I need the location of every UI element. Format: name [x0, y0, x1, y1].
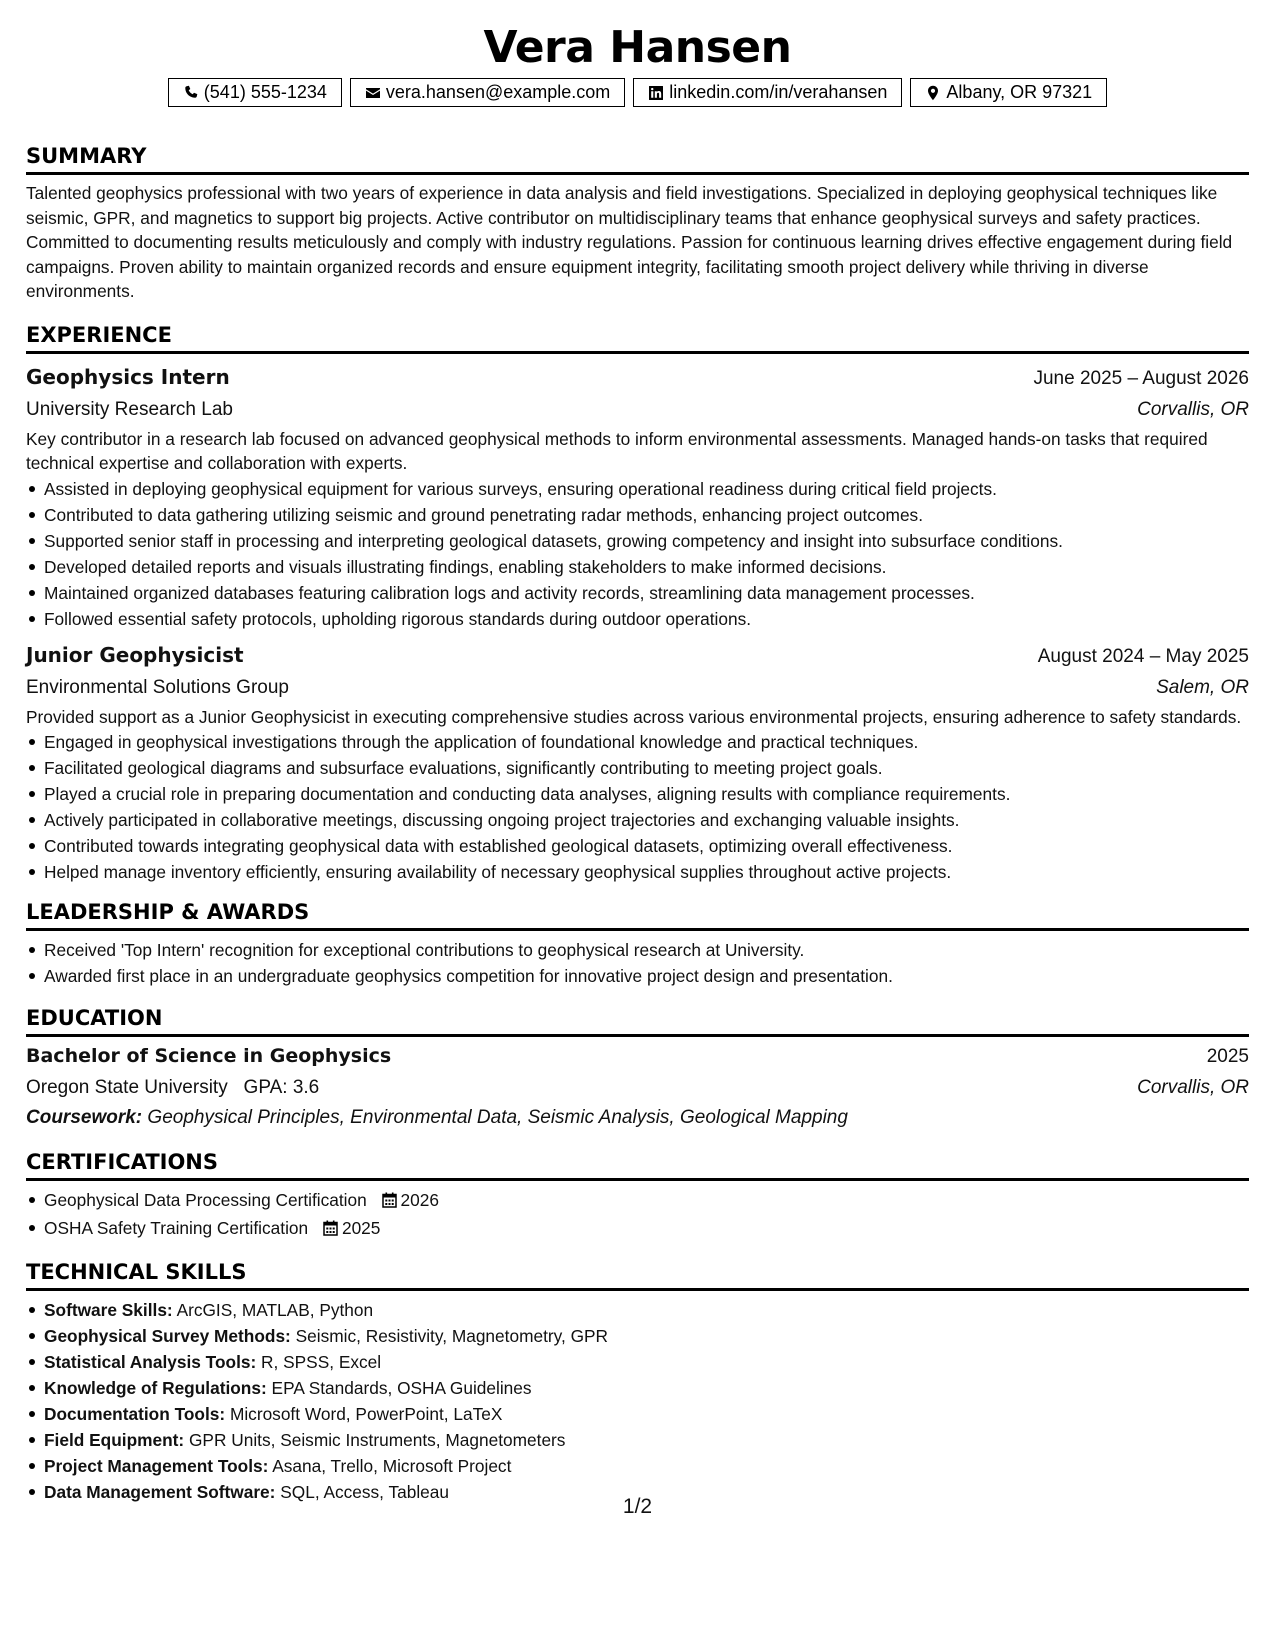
summary-section	[26, 143, 1249, 304]
job-entry	[26, 640, 1249, 886]
location-text: Albany, OR 97321	[946, 82, 1093, 102]
list-item: Assisted in deploying geophysical equipment for various surveys, ensuring operational readiness during critical field projects.	[44, 476, 1249, 502]
list-item: Developed detailed reports and visuals illustrating findings, enabling stakeholders to make informed decisions.	[44, 554, 1249, 580]
job-org: Environmental Solutions Group	[26, 676, 289, 698]
skill-label: Statistical Analysis Tools:	[44, 1352, 257, 1372]
job-title: Geophysics Intern	[26, 364, 230, 389]
contact-bar	[26, 78, 1249, 107]
certification-year: 2025	[341, 1218, 381, 1238]
skill-label: Software Skills:	[44, 1300, 173, 1320]
school-location: Corvallis, OR	[1137, 1077, 1249, 1098]
list-item	[44, 1349, 1249, 1375]
degree: Bachelor of Science in Geophysics	[26, 1045, 392, 1067]
leadership-section	[26, 899, 1249, 989]
contact-location	[910, 78, 1107, 107]
section-title: EXPERIENCE	[26, 322, 1249, 354]
graduation-year: 2025	[1206, 1046, 1249, 1067]
leadership-bullets	[26, 937, 1249, 989]
skill-value: Seismic, Resistivity, Magnetometry, GPR	[295, 1326, 609, 1346]
page-number: 1/2	[622, 1495, 653, 1518]
job-description: Provided support as a Junior Geophysicist in executing comprehensive studies across various environmental projects, ensuring adherence to safety standards.	[26, 706, 1242, 727]
list-item	[44, 1401, 1249, 1427]
job-location: Corvallis, OR	[1137, 398, 1249, 420]
list-item: Received 'Top Intern' recognition for exceptional contributions to geophysical research at University.	[44, 937, 1249, 963]
coursework	[26, 1103, 1249, 1133]
email-text: vera.hansen@example.com	[385, 82, 611, 102]
skill-value: GPR Units, Seismic Instruments, Magnetometers	[188, 1430, 566, 1450]
experience-section	[26, 322, 1249, 886]
list-item: Supported senior staff in processing and interpreting geological datasets, growing competency and insight into subsurface conditions.	[44, 528, 1249, 554]
phone-icon	[183, 85, 199, 101]
list-item: Played a crucial role in preparing documentation and conducting data analyses, aligning results with compliance requirements.	[44, 781, 1249, 807]
skills-section	[26, 1259, 1249, 1505]
list-item: Actively participated in collaborative meetings, discussing ongoing project trajectories and exchanging valuable insights.	[44, 807, 1249, 833]
job-bullets	[26, 729, 1249, 885]
gpa: GPA: 3.6	[243, 1077, 320, 1098]
list-item: Contributed to data gathering utilizing seismic and ground penetrating radar methods, enhancing project outcomes.	[44, 502, 1249, 528]
list-item: Contributed towards integrating geophysical data with established geological datasets, optimizing overall effectiveness.	[44, 833, 1249, 859]
job-location: Salem, OR	[1156, 676, 1249, 698]
job-entry	[26, 362, 1249, 632]
list-item: Awarded first place in an undergraduate geophysics competition for innovative project design and presentation.	[44, 963, 1249, 989]
section-title: SUMMARY	[26, 143, 1249, 175]
coursework-list: Geophysical Principles, Environmental Data, Seismic Analysis, Geological Mapping	[147, 1107, 848, 1128]
map-marker-icon	[925, 85, 941, 101]
list-item	[44, 1453, 1249, 1479]
list-item: Facilitated geological diagrams and subsurface evaluations, significantly contributing to meeting project goals.	[44, 755, 1249, 781]
job-dates: June 2025 – August 2026	[1033, 367, 1249, 389]
contact-linkedin[interactable]	[633, 78, 902, 107]
certifications-section	[26, 1149, 1249, 1243]
list-item	[44, 1187, 1249, 1215]
section-title: EDUCATION	[26, 1005, 1249, 1037]
job-dates: August 2024 – May 2025	[1037, 645, 1249, 667]
list-item: Engaged in geophysical investigations through the application of foundational knowledge and practical techniques.	[44, 729, 1249, 755]
list-item: Followed essential safety protocols, upholding rigorous standards during outdoor operations.	[44, 606, 1249, 632]
contact-email[interactable]	[350, 78, 625, 107]
certification-name: OSHA Safety Training Certification	[44, 1218, 309, 1238]
list-item	[44, 1323, 1249, 1349]
linkedin-icon	[648, 85, 664, 101]
skill-value: SQL, Access, Tableau	[280, 1482, 450, 1502]
job-description: Key contributor in a research lab focused on advanced geophysical methods to inform environmental assessments. Managed hands-on tasks that required technical expertise and collaboration with experts.	[26, 428, 1208, 473]
list-item	[44, 1297, 1249, 1323]
certification-year: 2026	[400, 1190, 439, 1210]
list-item	[44, 1215, 1249, 1243]
skill-label: Geophysical Survey Methods:	[44, 1326, 291, 1346]
job-title: Junior Geophysicist	[26, 642, 244, 667]
skill-label: Knowledge of Regulations:	[44, 1378, 267, 1398]
phone-text: (541) 555-1234	[203, 82, 327, 102]
list-item	[44, 1427, 1249, 1453]
calendar-icon	[382, 1189, 397, 1215]
calendar-icon	[323, 1217, 338, 1243]
section-title: CERTIFICATIONS	[26, 1149, 1249, 1181]
skill-value: EPA Standards, OSHA Guidelines	[271, 1378, 532, 1398]
skill-label: Project Management Tools:	[44, 1456, 269, 1476]
school: Oregon State University	[26, 1077, 228, 1098]
job-bullets	[26, 476, 1249, 632]
skills-list	[26, 1297, 1249, 1505]
skill-value: Microsoft Word, PowerPoint, LaTeX	[229, 1404, 503, 1424]
skill-value: Asana, Trello, Microsoft Project	[272, 1456, 512, 1476]
list-item: Helped manage inventory efficiently, ensuring availability of necessary geophysical supplies throughout active projects.	[44, 859, 1249, 885]
certification-list	[26, 1187, 1249, 1243]
skill-value: R, SPSS, Excel	[261, 1352, 382, 1372]
list-item	[44, 1375, 1249, 1401]
section-title: TECHNICAL SKILLS	[26, 1259, 1249, 1291]
linkedin-text: linkedin.com/in/verahansen	[669, 82, 888, 102]
list-item: Maintained organized databases featuring calibration logs and activity records, streamlining data management processes.	[44, 580, 1249, 606]
skill-label: Field Equipment:	[44, 1430, 185, 1450]
job-org: University Research Lab	[26, 398, 233, 420]
education-section	[26, 1005, 1249, 1133]
skill-value: ArcGIS, MATLAB, Python	[176, 1300, 374, 1320]
skill-label: Documentation Tools:	[44, 1404, 226, 1424]
summary-text: Talented geophysics professional with two years of experience in data analysis and field investigations. Specialized in deploying geophysical techniques like seismic, GPR, and magnetics to support big projects. Active contributor on multidisciplinary teams that enhance geophysical surveys and safety practices. Committed to documenting results meticulously and comply with industry regulations. Passion for continuous learning drives effective engagement during field campaigns. Proven ability to maintain organized records and ensure equipment integrity, facilitating smooth project delivery while thriving in diverse environments.	[26, 183, 1233, 301]
coursework-label: Coursework:	[26, 1107, 143, 1128]
section-title: LEADERSHIP & AWARDS	[26, 899, 1249, 931]
skill-label: Data Management Software:	[44, 1482, 276, 1502]
envelope-icon	[365, 85, 381, 101]
contact-phone[interactable]	[168, 78, 342, 107]
certification-name: Geophysical Data Processing Certification	[44, 1190, 367, 1210]
candidate-name: Vera Hansen	[483, 22, 792, 73]
